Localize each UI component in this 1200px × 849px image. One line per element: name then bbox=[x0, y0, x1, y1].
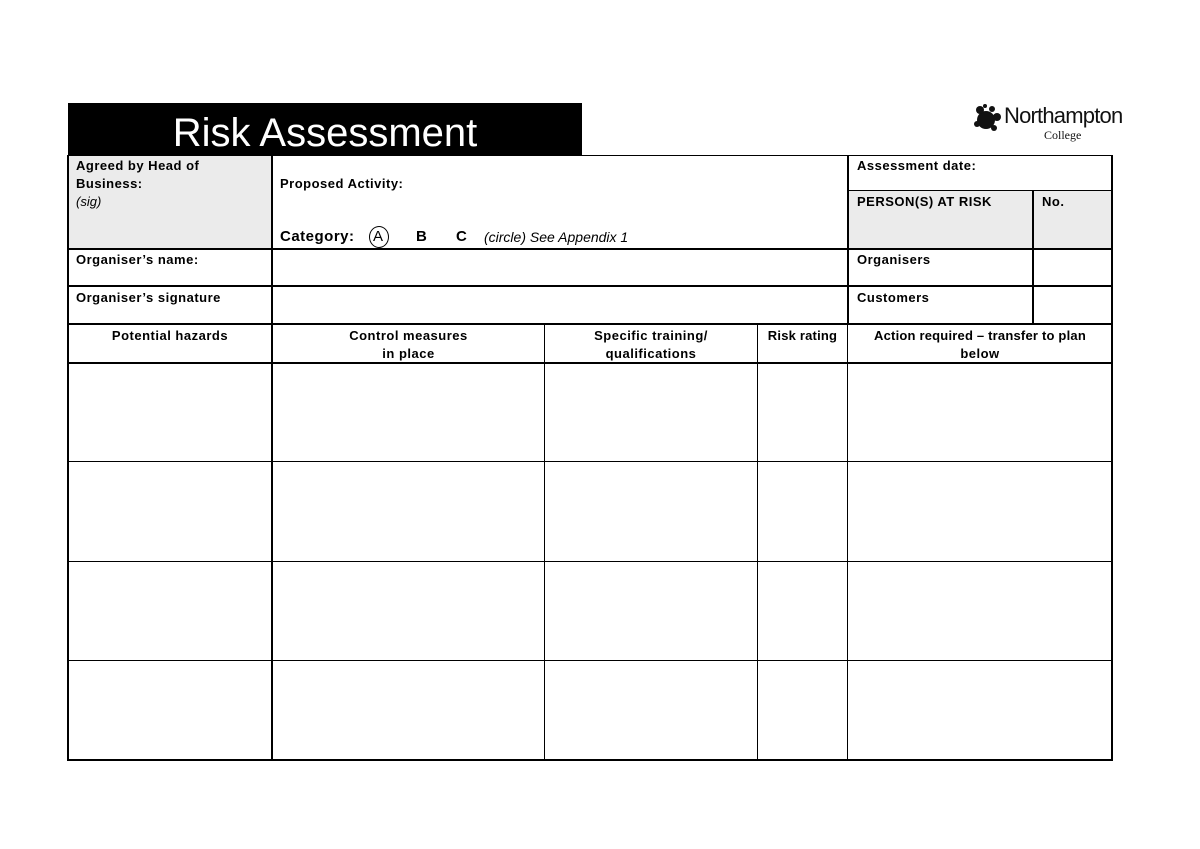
proposed-activity-field[interactable] bbox=[273, 190, 847, 220]
category-a: A bbox=[373, 228, 384, 245]
rule bbox=[847, 155, 849, 325]
col-header-action-1: Action required – transfer to plan bbox=[874, 328, 1086, 343]
category-c: C bbox=[456, 228, 467, 245]
logo-cluster-icon bbox=[972, 104, 1004, 134]
organiser-signature-label: Organiser’s signature bbox=[76, 290, 221, 305]
number-label: No. bbox=[1042, 194, 1065, 209]
rule bbox=[68, 759, 1113, 761]
category-note: (circle) See Appendix 1 bbox=[484, 229, 629, 245]
proposed-activity-label: Proposed Activity: bbox=[280, 176, 404, 191]
assessment-date-label: Assessment date: bbox=[857, 158, 977, 173]
col-header-hazards: Potential hazards bbox=[111, 328, 229, 343]
logo-subtitle: College bbox=[1044, 128, 1082, 142]
rule bbox=[272, 155, 1112, 156]
organiser-name-field[interactable] bbox=[273, 250, 847, 285]
rule bbox=[849, 190, 1112, 191]
customers-label: Customers bbox=[857, 290, 930, 305]
hazard-row-1[interactable] bbox=[69, 364, 1111, 461]
category-b: B bbox=[416, 228, 427, 245]
sig-label: (sig) bbox=[76, 194, 102, 209]
rule bbox=[68, 155, 272, 156]
document-title: Risk Assessment bbox=[68, 103, 582, 155]
hazard-row-2[interactable] bbox=[69, 462, 1111, 561]
logo-name: Northampton bbox=[1004, 103, 1123, 128]
hazard-row-4[interactable] bbox=[69, 661, 1111, 759]
hazard-row-3[interactable] bbox=[69, 562, 1111, 660]
organisers-count-field[interactable] bbox=[1034, 250, 1111, 285]
persons-at-risk-label: PERSON(S) AT RISK bbox=[857, 194, 992, 209]
col-header-control-2: in place bbox=[382, 346, 435, 361]
organisers-label: Organisers bbox=[857, 252, 931, 267]
col-header-control-1: Control measures bbox=[349, 328, 468, 343]
rule bbox=[1111, 155, 1113, 761]
col-header-action-2: below bbox=[960, 346, 1000, 361]
college-logo bbox=[972, 100, 1132, 146]
col-header-risk: Risk rating bbox=[767, 328, 838, 343]
agreed-by-label: Agreed by Head of bbox=[76, 158, 200, 173]
agreed-by-label-2: Business: bbox=[76, 176, 143, 191]
assessment-date-field[interactable] bbox=[995, 156, 1110, 189]
category-label: Category: bbox=[280, 228, 355, 245]
col-header-training-1: Specific training/ bbox=[594, 328, 708, 343]
rule bbox=[68, 323, 1113, 325]
organiser-signature-field[interactable] bbox=[273, 287, 847, 323]
organiser-name-label: Organiser’s name: bbox=[76, 252, 199, 267]
customers-count-field[interactable] bbox=[1034, 287, 1111, 323]
col-header-training-2: qualifications bbox=[605, 346, 697, 361]
